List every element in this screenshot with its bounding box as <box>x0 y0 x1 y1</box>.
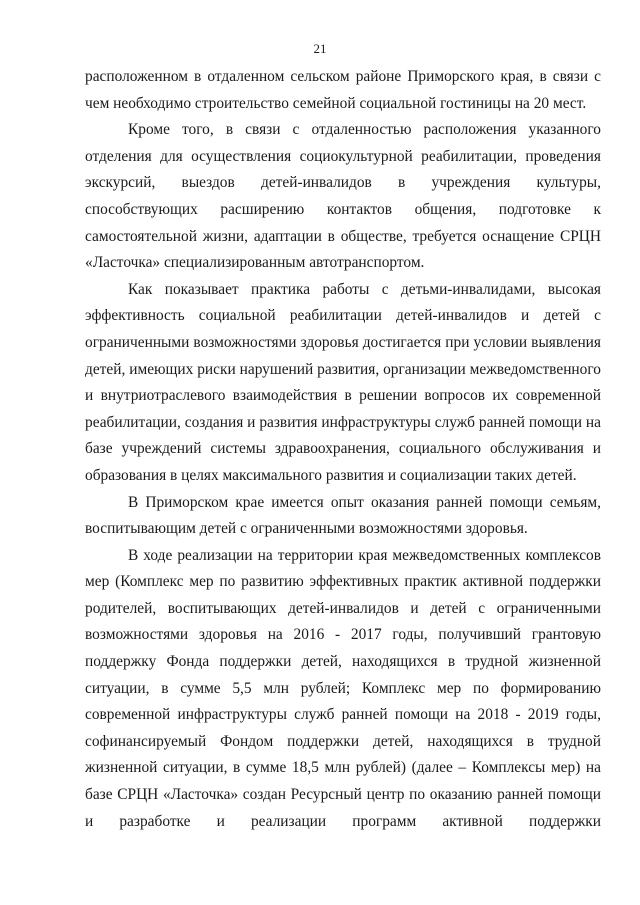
paragraph-practice: Как показывает практика работы с детьми-инвалидами, высокая эффективность социальной реабилитации детей-инвалидов и детей с ограниченными возможностями здоровья достигается при условии выявления детей, имеющих риски нарушений развития, организации межведомственного и внутриотраслевого взаимодействия в решении вопросов их современной реабилитации, создания и развития инфраструктуры служб ранней помощи на базе учреждений системы здравоохранения, социального обслуживания и образования в целях максимального развития и социализации таких детей. <box>85 280 601 484</box>
paragraph-complexes: В ходе реализации на территории края межведомственных комплексов мер (Комплекс мер по развитию эффективных практик активной поддержки родителей, воспитывающих детей-инвалидов и детей с ограниченными возможностями здоровья на 2016 - 2017 годы, получивший грантовую поддержку Фонда поддержки детей, находящихся в трудной жизненной ситуации, в сумме 5,5 млн рублей; Комплекс мер по формированию современной инфраструктуры служб ранней помощи на 2018 - 2019 годы, софинансируемый Фондом поддержки детей, находящихся в трудной жизненной ситуации, в сумме 18,5 млн рублей) (далее – Комплексы мер) на базе СРЦН «Ласточка» создан Ресурсный центр по оказанию ранней помощи и разработке и реализации программ активной поддержки <box>85 546 601 830</box>
body-text <box>85 64 601 835</box>
paragraph-experience: В Приморском крае имеется опыт оказания ранней помощи семьям, воспитывающим детей с ограниченными возможностями здоровья. <box>85 493 601 538</box>
paragraph-continuation: расположенном в отдаленном сельском районе Приморского края, в связи с чем необходимо строительство семейной социальной гостиницы на 20 мест. <box>85 68 601 112</box>
page-number: 21 <box>313 41 327 56</box>
paragraph-transport: Кроме того, в связи с отдаленностью расположения указанного отделения для осуществления социокультурной реабилитации, проведения экскурсий, выездов детей-инвалидов в учреждения культуры, способствующих расширению контактов общения, подготовке к самостоятельной жизни, адаптации в обществе, требуется оснащение СРЦН «Ласточка» специализированным автотранспортом. <box>85 121 601 272</box>
